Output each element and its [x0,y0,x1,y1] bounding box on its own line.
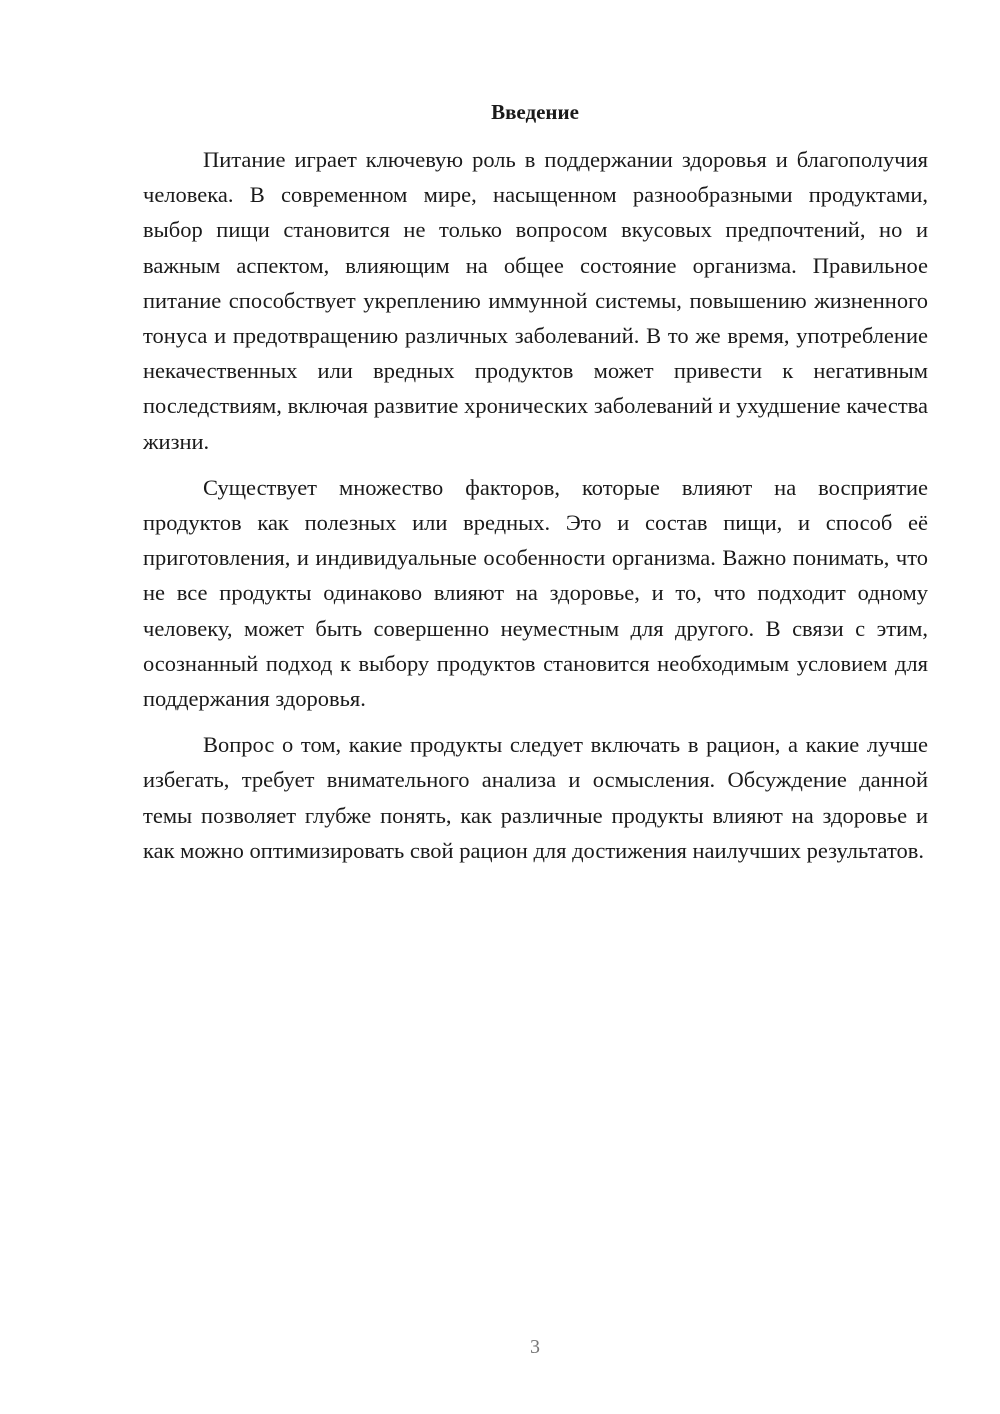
section-heading: Введение [491,100,579,124]
paragraph-2: Существует множество факторов, которые влияют на восприятие продуктов как полезных или вредных. Это и состав пищи, и способ её приготовления, и индивидуальные особенности организма. Важно понимать, что не все продукты одинаково влияют на здоровье, и то, что подходит одному человеку, может быть совершенно неуместным для другого. В связи с этим, осознанный подход к выбору продуктов становится необходимым условием для поддержания здоровья. [143,474,928,712]
body-text [143,142,928,868]
page-number: 3 [530,1336,540,1358]
paragraph-3: Вопрос о том, какие продукты следует включать в рацион, а какие лучше избегать, требует внимательного анализа и осмысления. Обсуждение данной темы позволяет глубже понять, как различные продукты влияют на здоровье и как можно оптимизировать свой рацион для достижения наилучших результатов. [143,732,928,863]
paragraph-1: Питание играет ключевую роль в поддержании здоровья и благополучия человека. В современном мире, насыщенном разнообразными продуктами, выбор пищи становится не только вопросом вкусовых предпочтений, но и важным аспектом, влияющим на общее состояние организма. Правильное питание способствует укреплению иммунной системы, повышению жизненного тонуса и предотвращению различных заболеваний. В то же время, употребление некачественных или вредных продуктов может привести к негативным последствиям, включая развитие хронических заболеваний и ухудшение качества жизни. [143,147,928,454]
